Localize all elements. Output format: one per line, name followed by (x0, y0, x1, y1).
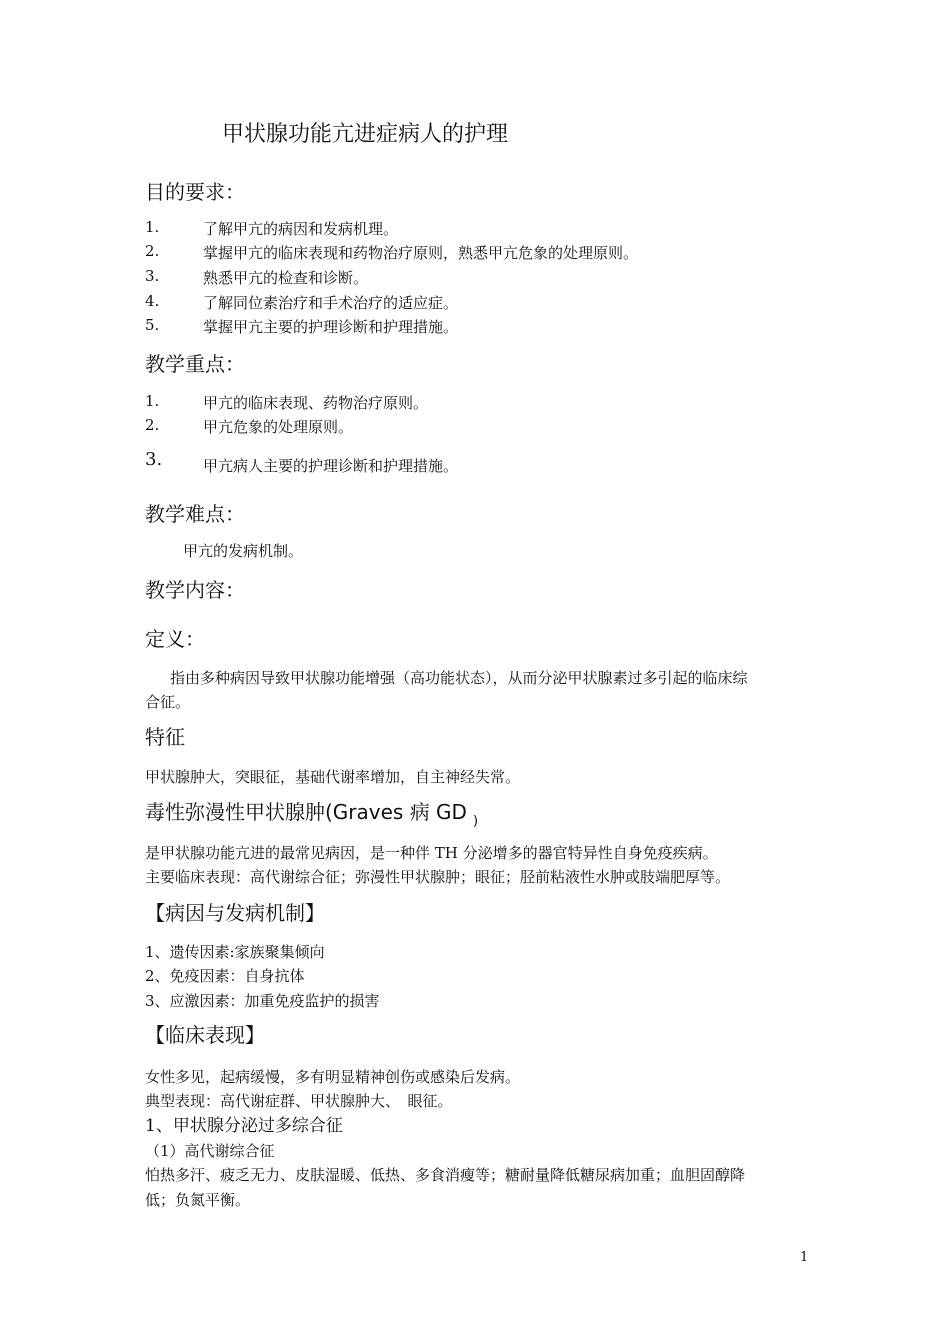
graves-text: 是甲状腺功能亢进的最常见病因，是一种伴 TH 分泌增多的器官特异性自身免疫疾病。 (145, 844, 718, 862)
difficulties-text: 甲亢的发病机制。 (183, 542, 304, 560)
difficulties-heading: 教学难点： (145, 502, 245, 526)
graves-symptoms: 主要临床表现：高代谢综合征；弥漫性甲状腺肿；眼征；胫前粘液性水肿或肢端肥厚等。 (145, 868, 731, 886)
page-number: 1 (800, 1250, 809, 1265)
page-title: 甲状腺功能亢进症病人的护理 (222, 122, 509, 147)
features-text: 甲状腺肿大，突眼征，基础代谢率增加，自主神经失常。 (145, 768, 521, 786)
content-heading: 教学内容： (145, 578, 245, 602)
etiology-heading: 【病因与发病机制】 (145, 901, 325, 925)
list-item: 1、遗传因素:家族聚集倾向 (145, 943, 325, 961)
definition-heading: 定义： (145, 627, 205, 651)
objectives-heading: 目的要求： (145, 180, 245, 204)
clinical-subheading: 1、甲状腺分泌过多综合征 (145, 1116, 343, 1136)
features-heading: 特征 (145, 725, 185, 749)
clinical-subsubheading: （1）高代谢综合征 (145, 1142, 275, 1160)
clinical-heading: 【临床表现】 (145, 1023, 265, 1047)
clinical-detail: 怕热多汗、疲乏无力、皮肤湿暖、低热、多食消瘦等；糖耐量降低糖尿病加重；血胆固醇降 (145, 1166, 746, 1184)
clinical-text: 女性多见，起病缓慢，多有明显精神创伤或感染后发病。 (145, 1068, 521, 1086)
list-item: 3、应激因素：加重免疫监护的损害 (145, 992, 380, 1010)
definition-text-cont: 合征。 (145, 693, 191, 711)
definition-text: 指由多种病因导致甲状腺功能增强（高功能状态），从而分泌甲状腺素过多引起的临床综 (170, 669, 748, 687)
list-item: 2、免疫因素：自身抗体 (145, 967, 305, 985)
clinical-detail-cont: 低；负氮平衡。 (145, 1191, 251, 1209)
graves-heading: 毒性弥漫性甲状腺肿(Graves 病 GD $_)$ (145, 800, 479, 829)
key-points-heading: 教学重点： (145, 352, 245, 376)
clinical-typical: 典型表现：高代谢症群、甲状腺肿大、 眼征。 (145, 1092, 453, 1110)
